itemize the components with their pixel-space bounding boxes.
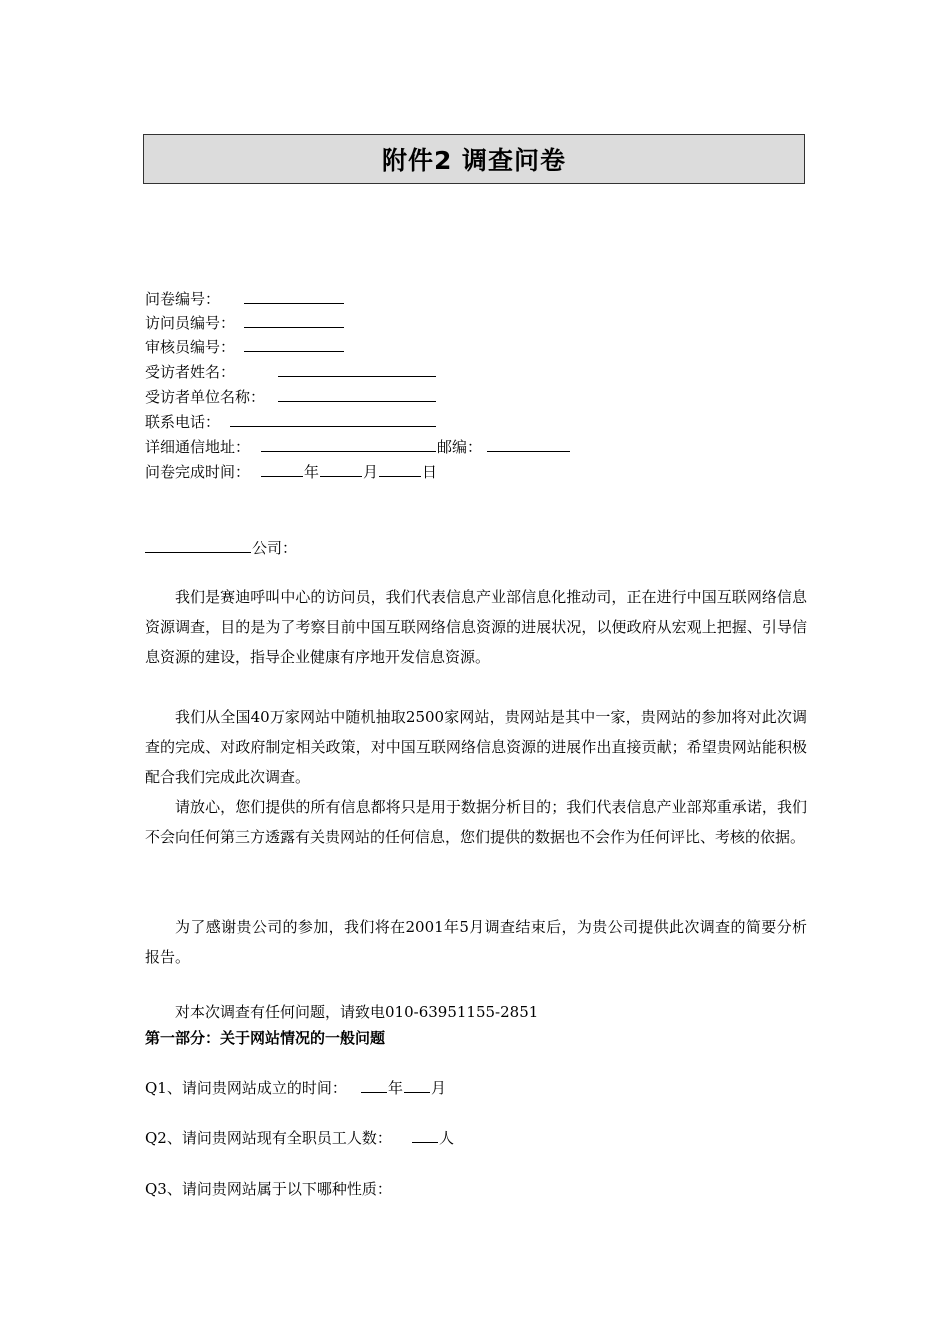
q1-year-label: 年 xyxy=(388,1079,404,1097)
intro-paragraph-4: 为了感谢贵公司的参加，我们将在2001年5月调查结束后，为贵公司提供此次调查的简要分析报告。 xyxy=(145,918,807,966)
finish-time-row xyxy=(145,461,250,482)
phone-label: 联系电话： xyxy=(145,413,221,431)
finish-day-field[interactable] xyxy=(379,461,421,477)
q3-text: Q3、请问贵网站属于以下哪种性质： xyxy=(145,1180,392,1198)
interviewer-no-row xyxy=(145,312,235,333)
postcode-label: 邮编： xyxy=(437,438,483,456)
respondent-name-label: 受访者姓名： xyxy=(145,363,236,381)
respondent-name-row xyxy=(145,361,235,382)
finish-month-label: 月 xyxy=(363,463,379,481)
q2-prefix: Q2、请问贵网站现有全职员工人数： xyxy=(145,1129,392,1147)
respondent-org-label: 受访者单位名称： xyxy=(145,388,266,406)
q2-unit: 人 xyxy=(439,1129,455,1147)
interviewer-no-label: 访问员编号： xyxy=(145,314,236,332)
q1-month-label: 月 xyxy=(431,1079,447,1097)
intro-paragraph-2: 我们从全国40万家网站中随机抽取2500家网站，贵网站是其中一家，贵网站的参加将对此次调查的完成、对政府制定相关政策，对中国互联网络信息资源的进展作出直接贡献；希望贵网站能积极配合我们完成此次调查。 xyxy=(145,708,807,786)
questionnaire-no-label: 问卷编号： xyxy=(145,290,221,308)
page-title: 附件2 调查问卷 xyxy=(143,134,805,184)
questionnaire-no-field[interactable] xyxy=(244,288,344,304)
finish-day-label: 日 xyxy=(422,463,438,481)
reviewer-no-row xyxy=(145,336,235,357)
intro-paragraph-3: 请放心，您们提供的所有信息都将只是用于数据分析目的；我们代表信息产业部郑重承诺，我们不会向任何第三方透露有关贵网站的任何信息，您们提供的数据也不会作为任何评比、考核的依据。 xyxy=(145,798,807,846)
q1-prefix: Q1、请问贵网站成立的时间： xyxy=(145,1079,347,1097)
respondent-org-field[interactable] xyxy=(278,386,436,402)
phone-row xyxy=(145,411,220,432)
interviewer-no-field[interactable] xyxy=(244,312,344,328)
reviewer-no-label: 审核员编号： xyxy=(145,338,236,356)
reviewer-no-field[interactable] xyxy=(244,336,344,352)
respondent-name-field[interactable] xyxy=(278,361,436,377)
finish-year-label: 年 xyxy=(304,463,320,481)
q2-count-field[interactable] xyxy=(412,1127,438,1143)
address-field[interactable] xyxy=(261,436,436,452)
phone-field[interactable] xyxy=(230,411,436,427)
address-label: 详细通信地址： xyxy=(145,438,251,456)
section-title: 第一部分：关于网站情况的一般问题 xyxy=(145,1029,386,1047)
finish-month-field[interactable] xyxy=(320,461,362,477)
finish-time-label: 问卷完成时间： xyxy=(145,463,251,481)
company-name-field[interactable] xyxy=(145,537,251,553)
respondent-org-row xyxy=(145,386,265,407)
contact-paragraph: 对本次调查有任何问题，请致电010-63951155-2851 xyxy=(175,1003,539,1021)
q1-year-field[interactable] xyxy=(361,1077,387,1093)
finish-year-field[interactable] xyxy=(261,461,303,477)
questionnaire-no-row xyxy=(145,288,220,309)
company-suffix: 公司： xyxy=(252,539,298,557)
postcode-field[interactable] xyxy=(487,436,570,452)
intro-paragraph-1: 我们是赛迪呼叫中心的访问员，我们代表信息产业部信息化推动司，正在进行中国互联网络信息资源调查，目的是为了考察目前中国互联网络信息资源的进展状况，以便政府从宏观上把握、引导信息资源的建设，指导企业健康有序地开发信息资源。 xyxy=(145,588,807,666)
address-row xyxy=(145,436,250,457)
q1-month-field[interactable] xyxy=(404,1077,430,1093)
